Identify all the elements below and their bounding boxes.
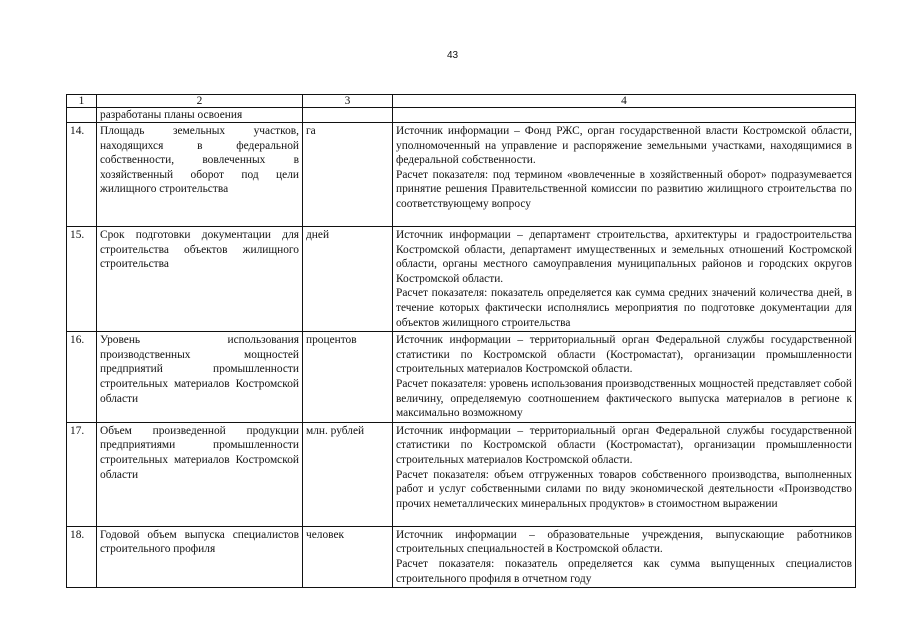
info-source: Источник информации – территориальный орган Федеральной службы государственной статистики по Костромской области (Костромастат), организации промышленности строительных материалов Костромской области. [396,424,852,466]
calc-method: Расчет показателя: показатель определяется как сумма средних значений количества дней, в течение которых фактически исполнялись мероприятия по подготовке документации для объектов жилищного строительства [396,287,852,329]
table-row [67,123,856,227]
indicator-name: Объем произведенной продукции предприятиями промышленности строительных материалов Костромской области [97,422,303,526]
unit: дней [303,227,393,332]
row-number: 14. [67,123,97,227]
info-source: Источник информации – Фонд РЖС, орган государственной власти Костромской области, уполномоченный на управление и распоряжение земельными участками, находящимися в федеральной собственности. [396,125,852,167]
table-row [67,526,856,587]
indicator-description [393,332,856,423]
unit: млн. рублей [303,422,393,526]
row-number: 16. [67,332,97,423]
indicators-table [66,94,856,588]
unit: га [303,123,393,227]
indicator-description [393,422,856,526]
header-col-4: 4 [393,95,856,108]
info-source: Источник информации – территориальный орган Федеральной службы государственной статистики по Костромской области (Костромастат), организации промышленности строительных материалов Костромской области. [396,334,852,376]
continuation-text: разработаны планы освоения [97,108,303,123]
header-col-1: 1 [67,95,97,108]
table-row [67,422,856,526]
calc-method: Расчет показателя: уровень использования производственных мощностей представляет собой величину, определяемую соотношением фактического выпуска материалов в регионе к максимально возможному [396,377,852,420]
calc-method: Расчет показателя: показатель определяется как сумма выпущенных специалистов строительного профиля в отчетном году [396,557,852,585]
row-number: 17. [67,422,97,526]
row-number: 15. [67,227,97,332]
table-row [67,227,856,332]
table-header-row [67,95,856,108]
table-row [67,332,856,423]
indicator-description [393,123,856,227]
calc-method: Расчет показателя: под термином «вовлеченные в хозяйственный оборот» подразумевается принятие решения Правительственной комиссии по развитию жилищного строительства по соответствующему вопросу [396,168,852,210]
row-number: 18. [67,526,97,587]
unit: человек [303,526,393,587]
header-col-2: 2 [97,95,303,108]
continuation-row [67,108,856,123]
indicator-description [393,526,856,587]
indicator-description [393,227,856,332]
indicator-name: Площадь земельных участков, находящихся в федеральной собственности, вовлеченных в хозяйственный оборот под цели жилищного строительства [97,123,303,227]
indicator-name: Уровень использования производственных мощностей предприятий промышленности строительных материалов Костромской области [97,332,303,423]
info-source: Источник информации – образовательные учреждения, выпускающие работников строительных специальностей в Костромской области. [396,528,852,556]
indicator-name: Срок подготовки документации для строительства объектов жилищного строительства [97,227,303,332]
indicator-name: Годовой объем выпуска специалистов строительного профиля [97,526,303,587]
unit: процентов [303,332,393,423]
calc-method: Расчет показателя: объем отгруженных товаров собственного производства, выполненных работ и услуг собственными силами по виду экономической деятельности «Производство прочих неметаллических минеральных продуктов» в стоимостном выражении [396,468,852,510]
info-source: Источник информации – департамент строительства, архитектуры и градостроительства Костромской области, департамент имущественных и земельных отношений Костромской области, органы местного самоуправления муниципальных районов и городских округов Костромской области. [396,229,852,285]
header-col-3: 3 [303,95,393,108]
page-number: 43 [446,50,459,61]
